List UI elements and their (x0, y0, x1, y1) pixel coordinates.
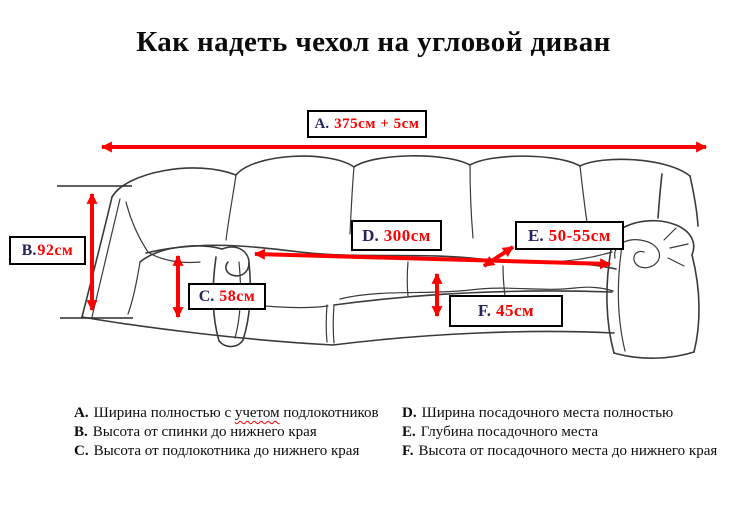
measurement-label-d (351, 220, 442, 251)
measurement-letter: F. (477, 301, 491, 320)
measurement-letter: B. (21, 241, 37, 259)
legend-item-b (74, 423, 379, 442)
measurement-value: 58см (219, 287, 256, 305)
legend-letter: B. (74, 424, 88, 440)
legend-text: подлокотников (279, 405, 379, 421)
measurement-letter: C. (198, 287, 215, 305)
measurement-value: 300см (383, 225, 431, 245)
measurement-value: 45см (495, 301, 535, 320)
legend-letter: E. (402, 424, 416, 440)
measurement-letter: E. (528, 225, 544, 245)
legend-item-e (402, 423, 717, 442)
legend-item-a (74, 404, 379, 423)
legend-item-c (74, 442, 379, 461)
measurement-label-b (9, 236, 86, 265)
legend-item-f (402, 442, 717, 461)
arrow-e-seat-depth (484, 247, 513, 266)
measurement-letter: D. (362, 225, 379, 245)
page-title: Как надеть чехол на угловой диван (136, 26, 611, 58)
legend-text: Ширина полностью с (93, 405, 235, 421)
measurement-value: 50-55см (548, 225, 611, 245)
measurement-label-c (188, 283, 266, 310)
legend-text: Высота от спинки до нижнего края (92, 424, 317, 440)
legend-letter: F. (402, 443, 414, 459)
legend-text-misspell: учетом (234, 405, 280, 421)
legend-letter: C. (74, 443, 89, 459)
measurement-value: 92см (37, 241, 74, 259)
legend-column-left (74, 404, 379, 461)
measurement-value: 375см + 5см (334, 115, 420, 132)
legend-text: Высота от подлокотника до нижнего края (93, 443, 360, 459)
legend-item-d (402, 404, 717, 423)
legend-text: Высота от посадочного места до нижнего края (418, 443, 718, 459)
legend-text: Ширина посадочного места полностью (421, 405, 674, 421)
measurement-letter: A. (314, 115, 330, 132)
legend-column-right (402, 404, 717, 461)
measurement-label-e (515, 221, 624, 250)
measurement-label-f (449, 295, 563, 327)
legend-text: Глубина посадочного места (420, 424, 599, 440)
legend-letter: D. (402, 405, 417, 421)
legend-letter: A. (74, 405, 89, 421)
measurement-label-a (307, 110, 427, 138)
